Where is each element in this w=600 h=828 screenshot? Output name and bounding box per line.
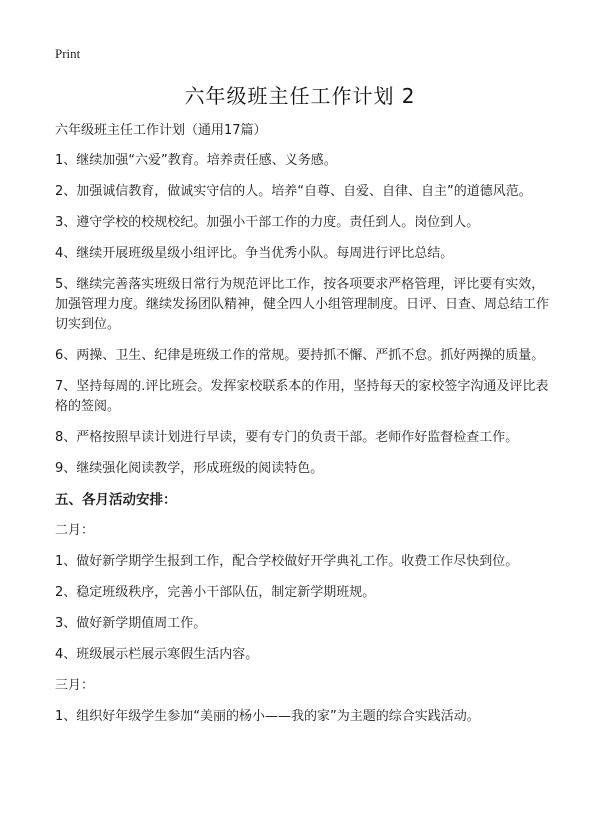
month-label-february: 二月： — [55, 523, 95, 538]
february-item: 1、做好新学期学生报到工作，配合学校做好开学典礼工作。收费工作尽快到位。 — [55, 554, 519, 569]
february-item: 2、稳定班级秩序，完善小干部队伍，制定新学期班规。 — [55, 585, 376, 600]
section-heading: 五、各月活动安排： — [55, 492, 177, 508]
march-item: 1、组织好年级学生参加“美丽的杨小——我的家”为主题的综合实践活动。 — [55, 709, 480, 724]
february-item: 3、做好新学期值周工作。 — [55, 616, 207, 631]
month-label-march: 三月： — [55, 678, 95, 693]
document-body — [55, 121, 555, 738]
plan-item: 6、两操、卫生、纪律是班级工作的常规。要持抓不懈、严抓不怠。抓好两操的质量。 — [55, 348, 545, 363]
plan-item: 2、加强诚信教育，做诚实守信的人。培养“自尊、自爱、自律、自主”的道德风范。 — [55, 184, 532, 199]
plan-item: 1、继续加强“六爱”教育。培养责任感、义务感。 — [55, 153, 337, 168]
plan-item: 4、继续开展班级星级小组评比。争当优秀小队。每周进行评比总结。 — [55, 246, 454, 261]
plan-item: 5、继续完善落实班级日常行为规范评比工作，按各项要求严格管理，评比要有实效，加强管理力度。继续发扬团队精神，健全四人小组管理制度。日评、日查、周总结工作切实到位。 — [55, 277, 550, 332]
february-item: 4、班级展示栏展示寒假生活内容。 — [55, 647, 259, 662]
plan-item: 9、继续强化阅读教学，形成班级的阅读特色。 — [55, 461, 324, 476]
print-link[interactable]: Print — [55, 46, 81, 61]
plan-item: 3、遵守学校的校规校纪。加强小干部工作的力度。责任到人。岗位到人。 — [55, 215, 480, 230]
intro-line: 六年级班主任工作计划（通用17篇） — [55, 123, 267, 138]
page-title: 六年级班主任工作计划 2 — [184, 84, 416, 108]
plan-item: 8、严格按照早读计划进行早读，要有专门的负责干部。老师作好监督检查工作。 — [55, 430, 519, 445]
plan-item: 7、坚持每周的.评比班会。发挥家校联系本的作用，坚持每天的家校签字沟通及评比表格的签阅。 — [55, 379, 549, 414]
